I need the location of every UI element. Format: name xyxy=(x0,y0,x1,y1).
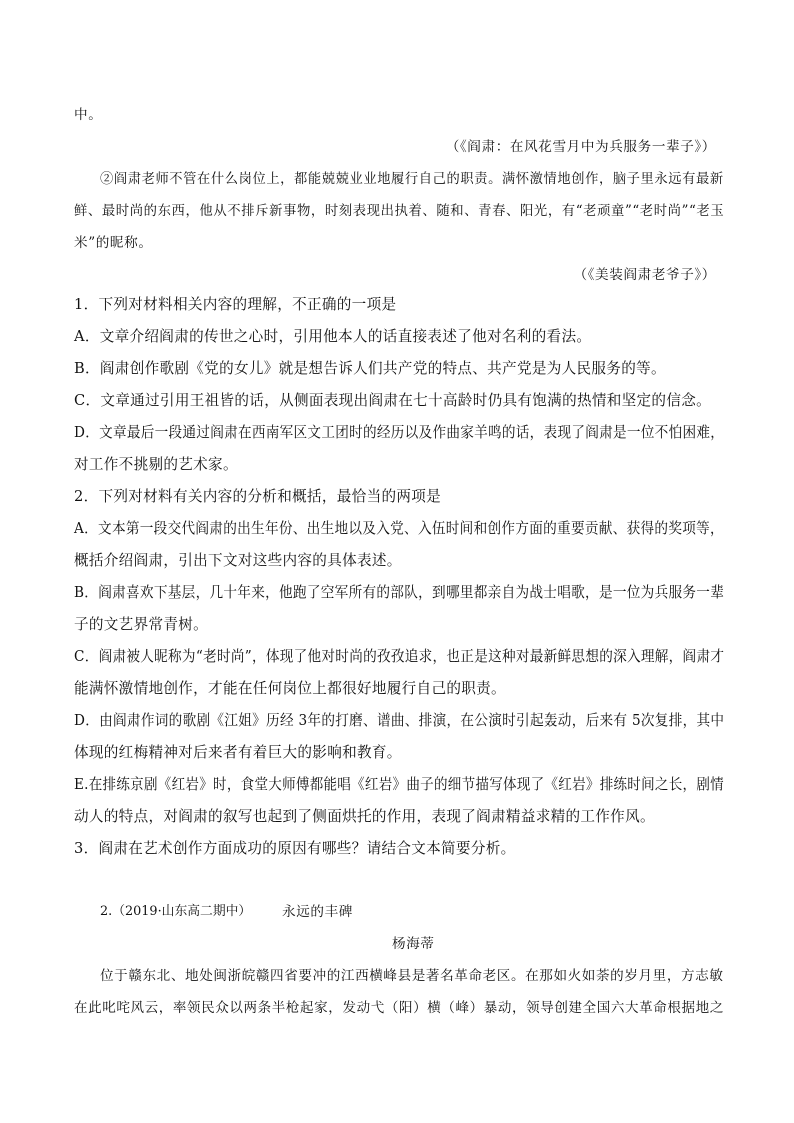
excerpt-paragraph-line: ②阎肃老师不管在什么岗位上，都能兢兢业业地履行自己的职责。满怀激情地创作，脑子里永远有最新 xyxy=(100,171,724,187)
option-e: E.在排练京剧《红岩》时，食堂大师傅都能唱《红岩》曲子的细节描写体现了《红岩》排练时间之长，剧情 xyxy=(74,776,724,793)
option-b: B．阎肃创作歌剧《党的女儿》就是想告诉人们共产党的特点、共产党是为人民服务的等。 xyxy=(74,360,666,377)
excerpt-paragraph-line: 米”的昵称。 xyxy=(74,235,153,251)
option-c: C．文章通过引用王祖皆的话，从侧面表现出阎肃在七十高龄时仍具有饱满的热情和坚定的信念。 xyxy=(74,392,712,409)
question-stem: 1．下列对材料相关内容的理解，不正确的一项是 xyxy=(74,296,397,313)
option-d-cont: 对工作不挑剔的艺术家。 xyxy=(74,456,238,473)
option-a: A．文本第一段交代阎肃的出生年份、出生地以及入党、入伍时间和创作方面的重要贡献、获得的奖项等， xyxy=(74,520,724,537)
option-c: C．阎肃被人昵称为“老时尚”，体现了他对时尚的孜孜追求，也正是这种对最新鲜思想的深入理解，阎肃才 xyxy=(74,648,725,665)
option-d: D．由阎肃作词的歌剧《江姐》历经 3年的打磨、谱曲、排演，在公演时引起轰动，后来有 5次复排，其中 xyxy=(74,712,725,729)
source-citation: （《阎肃：在风花雪月中为兵服务一辈子》） xyxy=(445,139,716,155)
excerpt-paragraph-line: 鲜、最时尚的东西，他从不排斥新事物，时刻表现出执着、随和、青春、阳光，有“老顽童”“老时尚”“老玉 xyxy=(74,203,725,219)
article-paragraph-line: 在此叱咤风云，率领民众以两条半枪起家，发动弋（阳）横（峰）暴动，领导创建全国六大革命根据地之 xyxy=(74,1000,724,1016)
option-d-cont: 体现的红梅精神对后来者有着巨大的影响和教育。 xyxy=(74,744,402,761)
article-author: 杨海蒂 xyxy=(392,936,435,952)
excerpt-line: 中。 xyxy=(74,107,103,123)
option-d: D．文章最后一段通过阎肃在西南军区文工团时的经历以及作曲家羊鸣的话，表现了阎肃是一位不怕困难， xyxy=(74,424,725,441)
question-stem: 3．阎肃在艺术创作方面成功的原因有哪些？请结合文本简要分析。 xyxy=(74,840,516,857)
option-c-cont: 能满怀激情地创作，才能在任何岗位上都很好地履行自己的职责。 xyxy=(74,680,506,697)
source-citation: （《美装阎肃老爷子》） xyxy=(573,267,716,283)
question-stem: 2．下列对材料有关内容的分析和概括，最恰当的两项是 xyxy=(74,488,442,505)
option-b-cont: 子的文艺界常青树。 xyxy=(74,616,209,633)
option-e-cont: 动人的特点，对阎肃的叙写也起到了侧面烘托的作用，表现了阎肃精益求精的工作作风。 xyxy=(74,808,655,825)
option-b: B．阎肃喜欢下基层，几十年来，他跑了空军所有的部队，到哪里都亲自为战士唱歌，是一位为兵服务一辈 xyxy=(74,584,725,601)
option-a-cont: 概括介绍阎肃，引出下文对这些内容的具体表述。 xyxy=(74,552,402,569)
article-title: 永远的丰碑 xyxy=(282,904,353,920)
article-paragraph-line: 位于赣东北、地处闽浙皖赣四省要冲的江西横峰县是著名革命老区。在那如火如荼的岁月里，方志敏 xyxy=(100,968,724,984)
question-label: 2.（2019·山东高二期中） xyxy=(100,904,252,919)
option-a: A．文章介绍阎肃的传世之心时，引用他本人的话直接表述了他对名利的看法。 xyxy=(74,328,592,345)
